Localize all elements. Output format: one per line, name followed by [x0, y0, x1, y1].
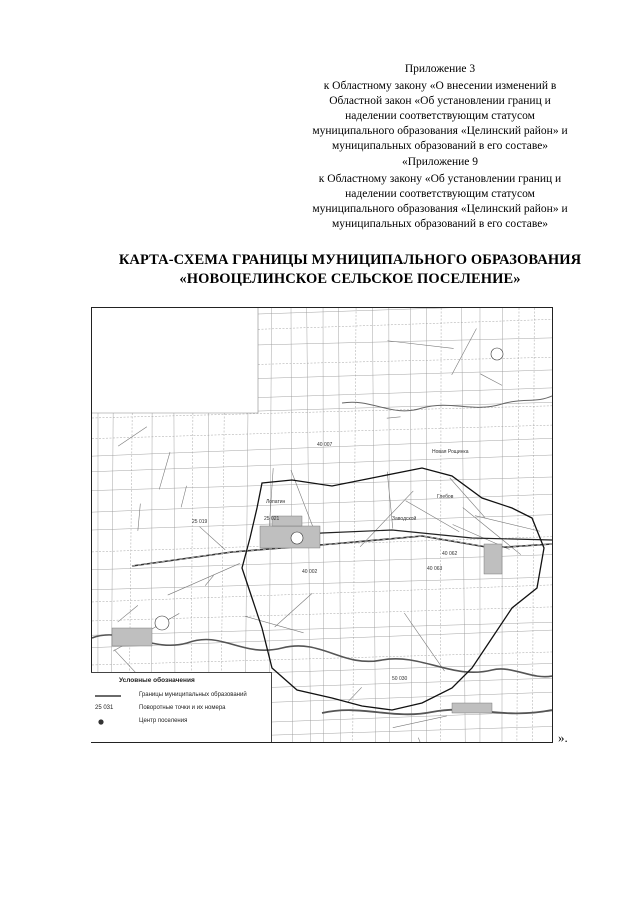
legend-label: Поворотные точки и их номера: [139, 705, 226, 711]
legend-title: Условные обозначения: [119, 677, 195, 684]
point-label: 25 019: [192, 519, 208, 525]
appendix-9-line: наделении соответствующим статусом: [345, 188, 535, 200]
appendix-9-title: «Приложение 9: [401, 156, 479, 168]
point-label: 25 021: [264, 516, 280, 522]
appendix-3-line: наделении соответствующим статусом: [345, 110, 535, 122]
point-label: 40 062: [442, 551, 458, 557]
legend-label: Границы муниципальных образований: [139, 692, 247, 698]
map-heading-line-1: КАРТА-СХЕМА ГРАНИЦЫ МУНИЦИПАЛЬНОГО ОБРАЗОВАНИЯ: [118, 252, 582, 268]
legend-label: Центр поселения: [139, 718, 188, 724]
appendix-3-title: Приложение 3: [404, 63, 476, 75]
settlement-center-dot: [155, 616, 169, 630]
river: [92, 635, 552, 677]
point-label: 40 007: [317, 442, 333, 448]
turning-point-symbol: 25 031: [95, 705, 114, 711]
appendix-9-line: муниципальных образований в его составе»: [331, 218, 549, 230]
map-legend: [91, 672, 272, 742]
settlement-center-dot: [491, 348, 503, 360]
place-label: Заводской: [392, 516, 417, 522]
point-label: 40 002: [302, 569, 318, 575]
legend-item: [91, 717, 271, 727]
place-label: Новая Рощинка: [432, 449, 469, 455]
settlement-center-dot: [291, 532, 303, 544]
place-label: Лопатин: [266, 499, 286, 505]
appendix-9-line: муниципального образования «Целинский район» и: [312, 203, 568, 215]
legend-item: [91, 704, 271, 714]
place-label: Глебов: [437, 494, 454, 500]
river-south: [322, 710, 552, 715]
appendix-3-line: к Областному закону «О внесении изменений в: [323, 80, 557, 92]
boundary-line-symbol: [95, 691, 121, 701]
appendix-3-line: Областной закон «Об установлении границ и: [329, 95, 551, 107]
point-label: 50 030: [392, 676, 408, 682]
appendix-3-line: муниципальных образований в его составе»: [331, 140, 549, 152]
appendix-3-text: [290, 79, 590, 154]
map-heading-line-2: «НОВОЦЕЛИНСКОЕ СЕЛЬСКОЕ ПОСЕЛЕНИЕ»: [179, 271, 521, 287]
dot-icon: [95, 717, 121, 727]
appendix-9-line: к Областному закону «Об установлении границ и: [318, 173, 562, 185]
point-label: 40 063: [427, 566, 443, 572]
appendix-3-line: муниципального образования «Целинский район» и: [312, 125, 568, 137]
appendix-9-text: [290, 172, 590, 232]
closing-quote-mark: ».: [558, 730, 568, 745]
legend-item: [91, 691, 271, 701]
